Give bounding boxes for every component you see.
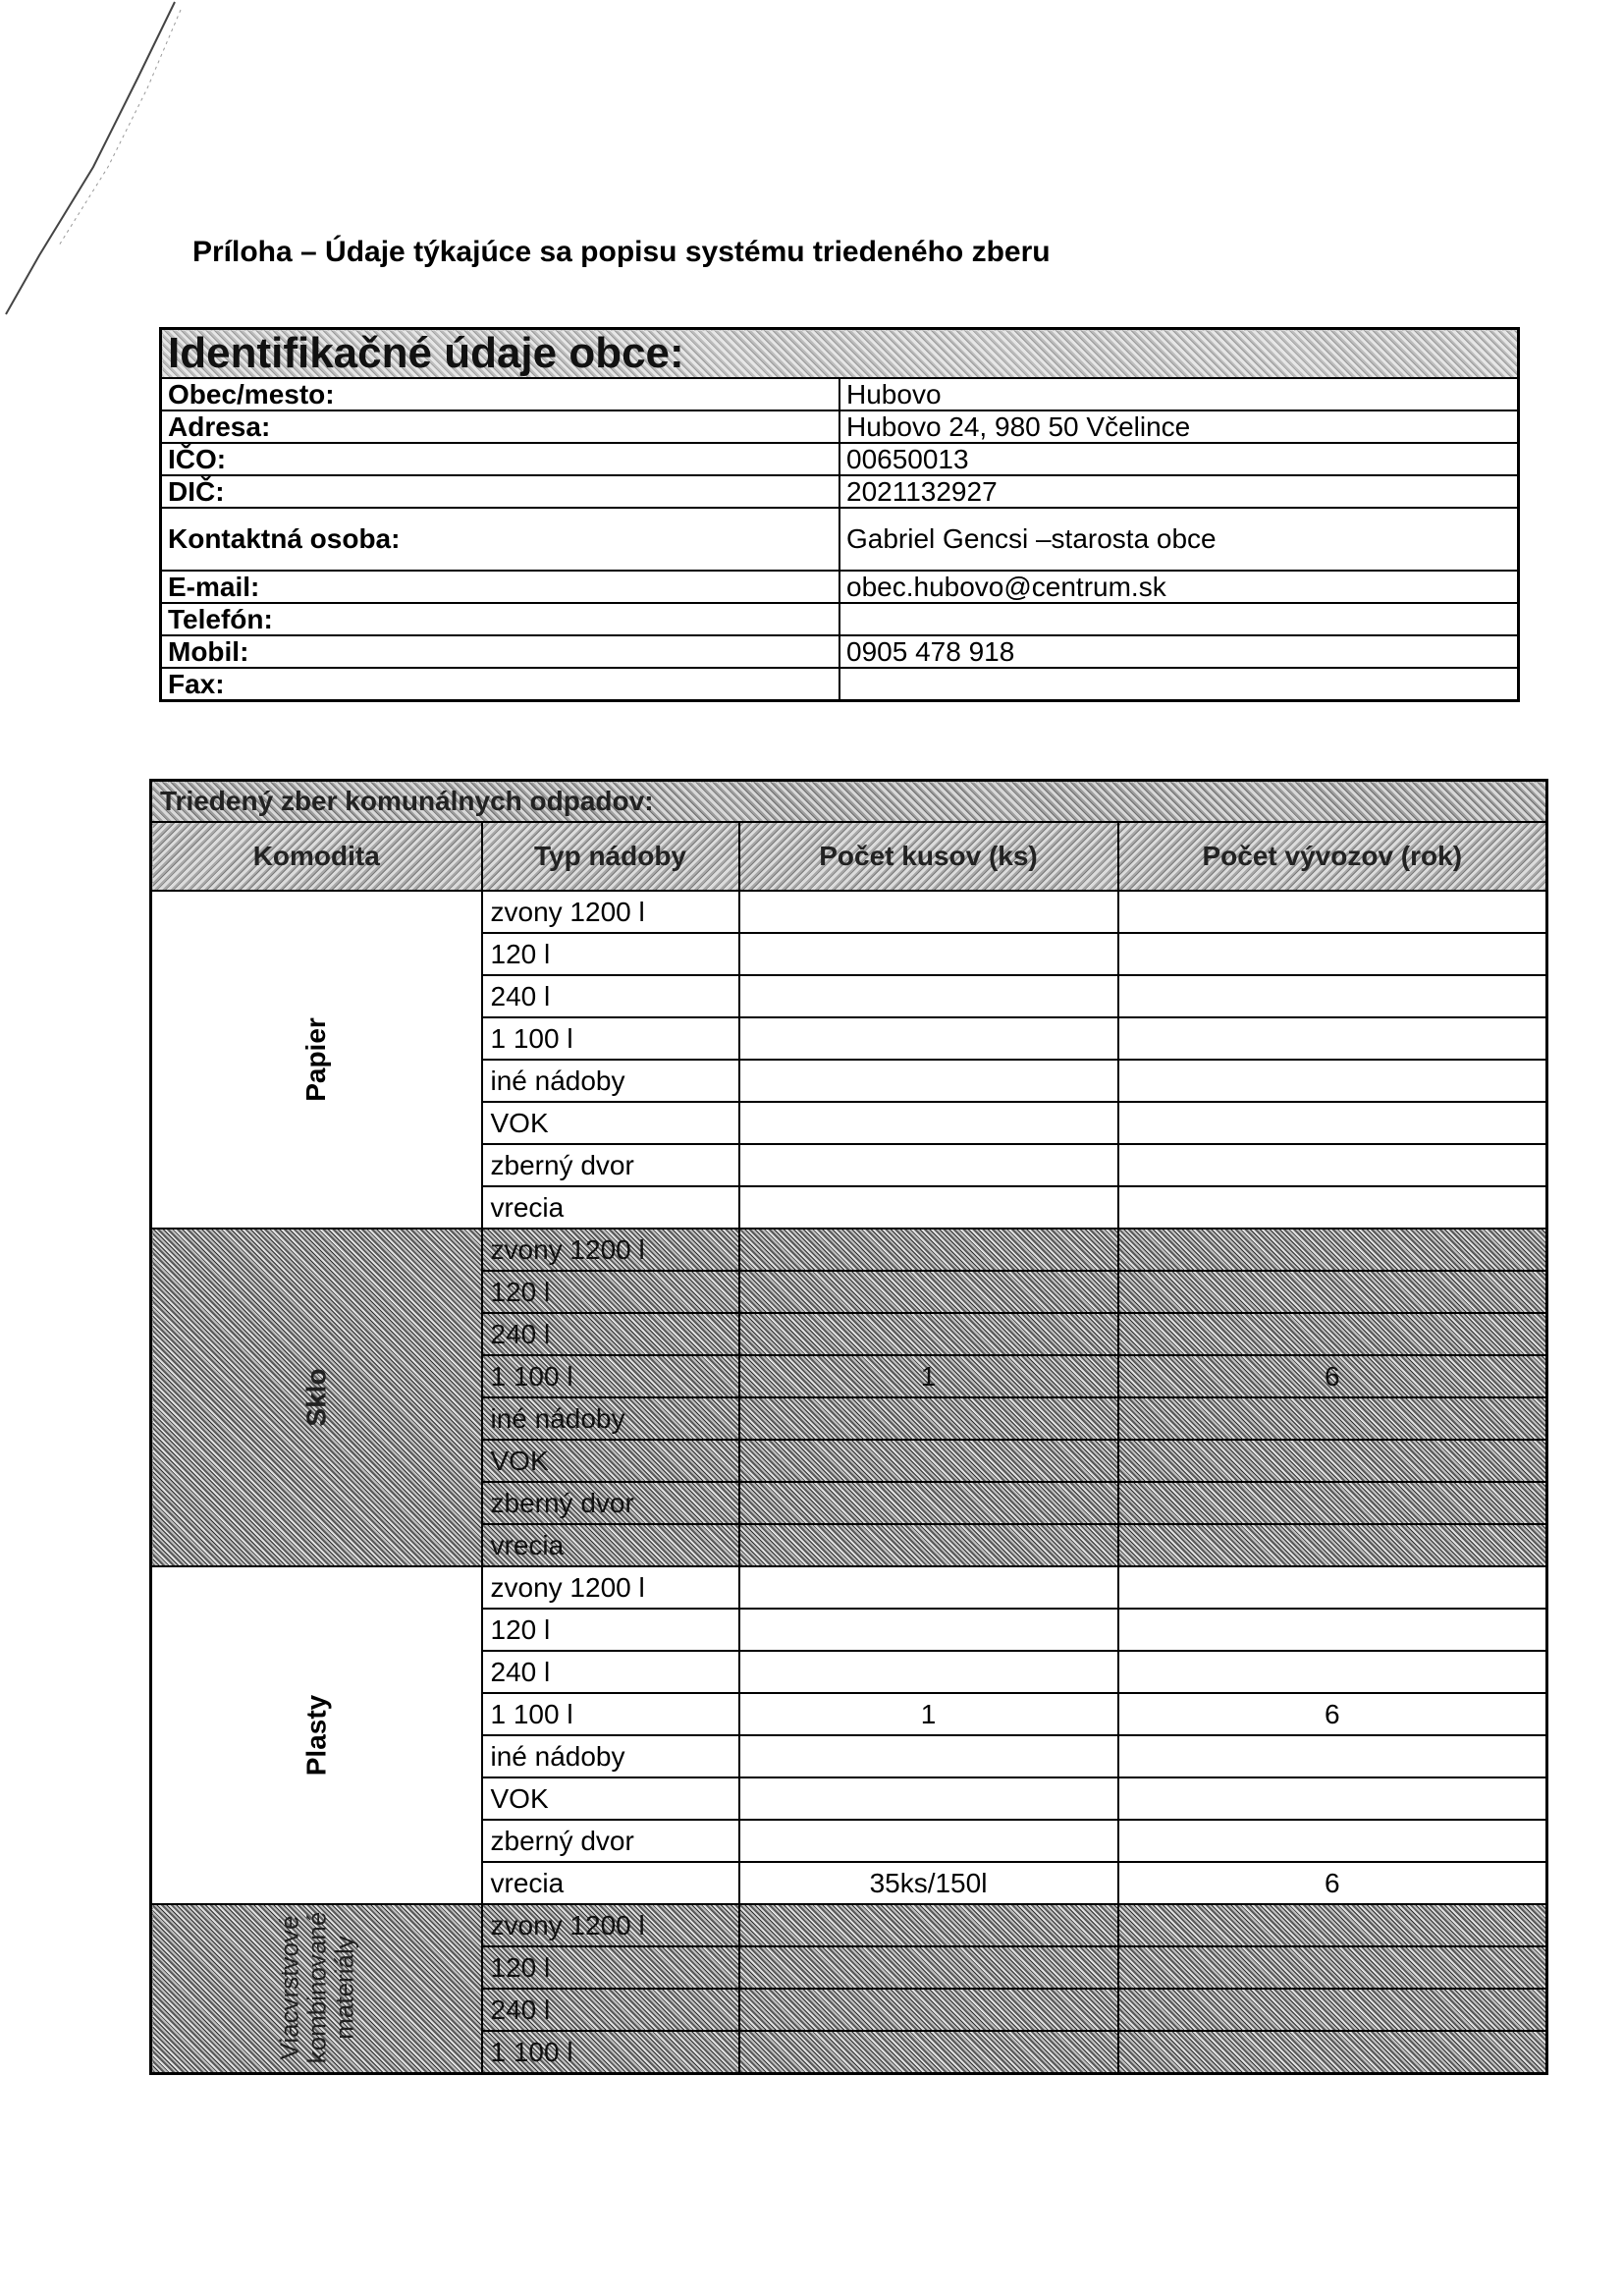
pickups-cell: 6 — [1118, 1355, 1547, 1397]
pickups-cell — [1118, 1735, 1547, 1777]
container-type: VOK — [482, 1777, 739, 1820]
sorted-collection-header: Triedený zber komunálnych odpadov: — [151, 781, 1547, 823]
pickups-cell — [1118, 891, 1547, 933]
pickups-cell — [1118, 1271, 1547, 1313]
sorted-collection-header-row — [151, 781, 1547, 823]
commodity-cell — [151, 1904, 482, 2074]
id-label: Adresa: — [161, 410, 840, 443]
count-cell — [739, 1271, 1118, 1313]
count-cell: 1 — [739, 1693, 1118, 1735]
count-cell — [739, 1524, 1118, 1566]
container-type: 240 l — [482, 1313, 739, 1355]
column-header: Počet kusov (ks) — [739, 822, 1118, 891]
document-title: Príloha – Údaje týkajúce sa popisu systému triedeného zberu — [192, 236, 1051, 268]
pickups-cell — [1118, 1397, 1547, 1440]
container-type: vrecia — [482, 1862, 739, 1904]
column-header: Počet vývozov (rok) — [1118, 822, 1547, 891]
count-cell — [739, 1313, 1118, 1355]
container-type: iné nádoby — [482, 1060, 739, 1102]
container-type: 120 l — [482, 933, 739, 975]
pickups-cell — [1118, 1989, 1547, 2031]
container-type: 1 100 l — [482, 1355, 739, 1397]
commodity-label-line: Viacvrstvové — [274, 1915, 304, 2060]
commodity-label-line: kombinované — [301, 1911, 332, 2064]
pickups-cell — [1118, 1186, 1547, 1229]
id-label: E-mail: — [161, 571, 840, 603]
pickups-cell — [1118, 1102, 1547, 1144]
id-value: obec.hubovo@centrum.sk — [839, 571, 1519, 603]
container-type: 1 100 l — [482, 2031, 739, 2074]
count-cell — [739, 1186, 1118, 1229]
container-type: zberný dvor — [482, 1144, 739, 1186]
pickups-cell — [1118, 1609, 1547, 1651]
count-cell — [739, 1946, 1118, 1989]
pickups-cell — [1118, 1566, 1547, 1609]
pickups-cell — [1118, 1482, 1547, 1524]
count-cell — [739, 891, 1118, 933]
id-label: Telefón: — [161, 603, 840, 635]
table-row — [151, 1566, 1547, 1609]
count-cell — [739, 1440, 1118, 1482]
container-type: 1 100 l — [482, 1693, 739, 1735]
count-cell — [739, 1229, 1118, 1271]
count-cell — [739, 975, 1118, 1017]
pickups-cell: 6 — [1118, 1693, 1547, 1735]
pickups-cell — [1118, 975, 1547, 1017]
id-value: Hubovo 24, 980 50 Včelince — [839, 410, 1519, 443]
id-label: Fax: — [161, 668, 840, 701]
column-header-row — [151, 822, 1547, 891]
count-cell — [739, 1060, 1118, 1102]
id-label: Kontaktná osoba: — [161, 508, 840, 571]
pickups-cell — [1118, 1524, 1547, 1566]
pickups-cell — [1118, 1904, 1547, 1946]
count-cell — [739, 1102, 1118, 1144]
count-cell — [739, 1735, 1118, 1777]
id-value — [839, 668, 1519, 701]
container-type: zvony 1200 l — [482, 1904, 739, 1946]
table-row — [151, 1229, 1547, 1271]
id-label: DIČ: — [161, 475, 840, 508]
pickups-cell — [1118, 933, 1547, 975]
id-label: Mobil: — [161, 635, 840, 668]
pickups-cell — [1118, 1651, 1547, 1693]
id-label: IČO: — [161, 443, 840, 475]
commodity-cell — [151, 891, 482, 1229]
id-row — [161, 603, 1519, 635]
id-value: 2021132927 — [839, 475, 1519, 508]
count-cell — [739, 2031, 1118, 2074]
commodity-cell — [151, 1229, 482, 1566]
commodity-label: Plasty — [300, 1694, 332, 1777]
id-row — [161, 410, 1519, 443]
count-cell — [739, 1820, 1118, 1862]
id-row — [161, 378, 1519, 410]
id-row — [161, 571, 1519, 603]
id-value: 00650013 — [839, 443, 1519, 475]
identification-table — [159, 327, 1520, 702]
pickups-cell — [1118, 1946, 1547, 1989]
id-label: Obec/mesto: — [161, 378, 840, 410]
count-cell — [739, 1017, 1118, 1060]
count-cell: 35ks/150l — [739, 1862, 1118, 1904]
scan-artifact-line — [0, 0, 196, 334]
count-cell: 1 — [739, 1355, 1118, 1397]
pickups-cell — [1118, 1777, 1547, 1820]
container-type: 240 l — [482, 1651, 739, 1693]
commodity-label: Papier — [300, 1017, 332, 1102]
pickups-cell — [1118, 2031, 1547, 2074]
id-row — [161, 668, 1519, 701]
pickups-cell — [1118, 1229, 1547, 1271]
id-value: Hubovo — [839, 378, 1519, 410]
pickups-cell: 6 — [1118, 1862, 1547, 1904]
container-type: 120 l — [482, 1271, 739, 1313]
count-cell — [739, 1566, 1118, 1609]
pickups-cell — [1118, 1060, 1547, 1102]
commodity-label — [275, 1912, 357, 2064]
id-row — [161, 635, 1519, 668]
container-type: zvony 1200 l — [482, 1229, 739, 1271]
id-value — [839, 603, 1519, 635]
commodity-cell — [151, 1566, 482, 1904]
table-row — [151, 891, 1547, 933]
container-type: iné nádoby — [482, 1735, 739, 1777]
container-type: 120 l — [482, 1609, 739, 1651]
id-row — [161, 475, 1519, 508]
container-type: vrecia — [482, 1186, 739, 1229]
count-cell — [739, 1904, 1118, 1946]
pickups-cell — [1118, 1820, 1547, 1862]
count-cell — [739, 1482, 1118, 1524]
sorted-collection-table — [149, 779, 1548, 2075]
pickups-cell — [1118, 1313, 1547, 1355]
count-cell — [739, 1609, 1118, 1651]
column-header: Komodita — [151, 822, 482, 891]
container-type: zberný dvor — [482, 1820, 739, 1862]
id-value: Gabriel Gencsi –starosta obce — [839, 508, 1519, 571]
id-value: 0905 478 918 — [839, 635, 1519, 668]
container-type: iné nádoby — [482, 1397, 739, 1440]
id-row — [161, 508, 1519, 571]
container-type: 240 l — [482, 1989, 739, 2031]
identification-header-row — [161, 329, 1519, 379]
id-row — [161, 443, 1519, 475]
count-cell — [739, 1397, 1118, 1440]
column-header: Typ nádoby — [482, 822, 739, 891]
pickups-cell — [1118, 1440, 1547, 1482]
container-type: vrecia — [482, 1524, 739, 1566]
container-type: 240 l — [482, 975, 739, 1017]
container-type: VOK — [482, 1102, 739, 1144]
identification-header: Identifikačné údaje obce: — [161, 329, 1519, 379]
container-type: VOK — [482, 1440, 739, 1482]
commodity-label: Sklo — [300, 1368, 332, 1427]
count-cell — [739, 1989, 1118, 2031]
count-cell — [739, 1651, 1118, 1693]
pickups-cell — [1118, 1017, 1547, 1060]
container-type: zvony 1200 l — [482, 1566, 739, 1609]
count-cell — [739, 1777, 1118, 1820]
container-type: zvony 1200 l — [482, 891, 739, 933]
container-type: 1 100 l — [482, 1017, 739, 1060]
commodity-label-line: materiály — [329, 1936, 359, 2040]
pickups-cell — [1118, 1144, 1547, 1186]
count-cell — [739, 933, 1118, 975]
container-type: zberný dvor — [482, 1482, 739, 1524]
table-row — [151, 1904, 1547, 1946]
container-type: 120 l — [482, 1946, 739, 1989]
count-cell — [739, 1144, 1118, 1186]
